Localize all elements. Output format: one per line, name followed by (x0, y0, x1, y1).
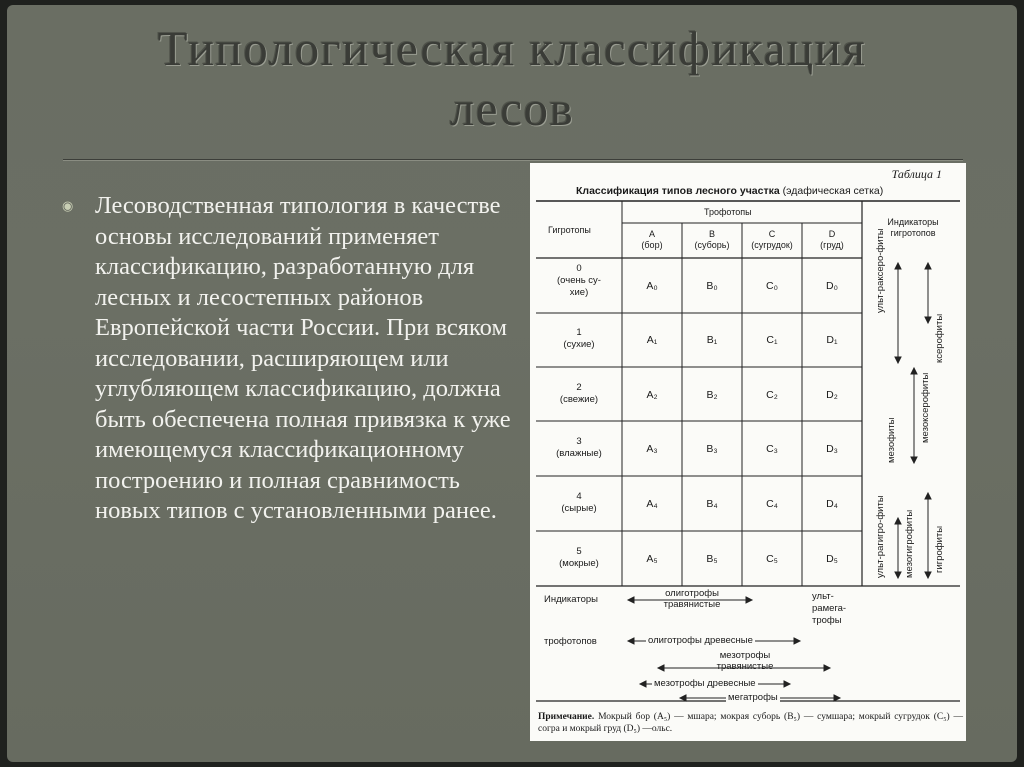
trophotope-B-name: (суборь) (694, 240, 730, 250)
trophotope-A-letter: A (648, 229, 655, 239)
label-xerophytes: ксерофиты (934, 313, 945, 363)
megatrophs: мегатрофы (728, 692, 778, 703)
trophotope-C-name: (сугрудок) (751, 240, 793, 250)
slide-title (7, 19, 1017, 139)
cell-D0: D₀ (826, 280, 838, 292)
row-header-4 (536, 491, 622, 515)
cell-D1: D₁ (826, 334, 838, 346)
oligotrophs-herbaceous (642, 588, 742, 610)
row-5-name1: (мокрые) (559, 558, 599, 569)
classification-table-image (530, 163, 966, 741)
label-mesohygrophytes: мезогигрофиты (904, 509, 915, 578)
ultrameg-line1: ульт- (812, 591, 834, 602)
row-0-num: 0 (576, 263, 582, 274)
table-heading-bold: Классификация типов лесного участка (576, 185, 780, 197)
oligotrophs-woody: олиготрофы древесные (648, 635, 753, 646)
cell-A3: A₃ (646, 443, 658, 455)
col-header-indicators: Индикаторы гигротопов (887, 217, 939, 238)
cell-B2: B₂ (706, 389, 718, 401)
row-header-0 (536, 263, 622, 299)
ultrameg-line2: рамега- (812, 603, 847, 614)
meso-herb-line2: травянистые (716, 661, 774, 672)
label-ultrahygrophytes: ульт-рагигро-фиты (875, 495, 886, 578)
cell-D3: D₃ (826, 443, 838, 455)
cell-C2: C₂ (766, 389, 778, 401)
title-line-2: лесов (449, 81, 575, 136)
cell-A2: A₂ (646, 389, 658, 401)
cell-B3: B₃ (706, 443, 718, 455)
cell-A5: A₅ (646, 553, 658, 565)
label-hygrophytes: гигрофиты (934, 525, 945, 573)
ultrameg-line3: трофы (812, 615, 842, 626)
oligo-herb-line1: олиготрофы (665, 588, 719, 599)
col-header-hygrotopes: Гигротопы (548, 225, 591, 235)
cell-B5: B₅ (706, 553, 718, 565)
cell-A0: A₀ (646, 280, 658, 292)
row-header-1 (536, 327, 622, 351)
bullet-text: Лесоводственная типология в качестве основы исследований применяет классификацию, разработанную для лесных и лесостепных районов Европейской части России. При всяком исследовании, расширяющем или углубляющем классификацию, должна быть обеспечена полная привязка к уже имеющемуся классификационному построению и полная сравнимость новых типов с установленными ранее. (95, 192, 511, 524)
cell-B4: B₄ (706, 498, 718, 510)
title-divider-highlight (63, 160, 963, 161)
row-2-name1: (свежие) (559, 394, 599, 405)
table-note (538, 711, 963, 735)
trophotope-B (682, 229, 742, 251)
cell-C3: C₃ (766, 443, 778, 455)
note-text: Мокрый бор (A₅) — мшара; мокрая суборь (B₅) — сумшара; мокрый сугрудок (C₅) —согра и мокрый груд (D₅) —ольс. (538, 712, 964, 734)
slide (7, 5, 1017, 762)
table-heading (576, 185, 883, 197)
row-1-name1: (сухие) (563, 339, 595, 350)
ultramegatrophs (812, 591, 846, 627)
row-5-num: 5 (576, 546, 582, 557)
cell-D2: D₂ (826, 389, 838, 401)
trophotope-D (802, 229, 862, 251)
bullet-circle-icon: ◉ (62, 199, 74, 214)
row-1-num: 1 (576, 327, 582, 338)
label-mesophytes: мезофиты (886, 417, 897, 463)
trophotope-C-letter: C (768, 229, 776, 239)
row-0-name2: хие) (569, 287, 589, 298)
oligo-herb-line2: травянистые (663, 599, 721, 610)
trophotope-B-letter: B (708, 229, 715, 239)
mesotrophs-woody: мезотрофы древесные (654, 678, 756, 689)
note-label: Примечание. (538, 712, 595, 722)
cell-A4: A₄ (646, 498, 658, 510)
row-4-name1: (сырые) (561, 503, 597, 514)
row-header-2 (536, 382, 622, 406)
trophotope-A (622, 229, 682, 251)
row-header-3 (536, 436, 622, 460)
cell-D4: D₄ (826, 498, 838, 510)
bottom-label-trophotopes: трофотопов (544, 636, 597, 647)
table-heading-normal: (эдафическая сетка) (782, 185, 884, 197)
meso-herb-line1: мезотрофы (719, 650, 771, 661)
title-line-1: Типологическая классификация (157, 21, 867, 76)
table-caption: Таблица 1 (891, 167, 942, 181)
label-mesoxerophytes: мезоксерофиты (920, 372, 931, 443)
cell-D5: D₅ (826, 553, 838, 565)
trophotope-D-letter: D (828, 229, 836, 239)
bottom-label-indicators: Индикаторы (544, 594, 599, 605)
col-header-trophotopes: Трофотопы (704, 207, 752, 217)
trophotope-C (742, 229, 802, 251)
trophotope-D-name: (груд) (820, 240, 844, 250)
label-ultraxerophytes: ульт-раксеро-фиты (875, 228, 886, 313)
row-2-num: 2 (576, 382, 582, 393)
row-3-num: 3 (576, 436, 582, 447)
cell-B1: B₁ (706, 334, 718, 346)
cell-C4: C₄ (766, 498, 778, 510)
row-3-name1: (влажные) (556, 448, 602, 459)
cell-B0: B₀ (706, 280, 718, 292)
cell-A1: A₁ (646, 334, 658, 346)
row-4-num: 4 (576, 491, 582, 502)
cell-C5: C₅ (766, 553, 778, 565)
trophotope-A-name: (бор) (641, 240, 663, 250)
cell-C0: C₀ (766, 280, 778, 292)
cell-C1: C₁ (766, 334, 778, 346)
row-header-5 (536, 546, 622, 570)
row-0-name1: (очень су- (557, 275, 601, 286)
mesotrophs-herbaceous (690, 650, 800, 672)
